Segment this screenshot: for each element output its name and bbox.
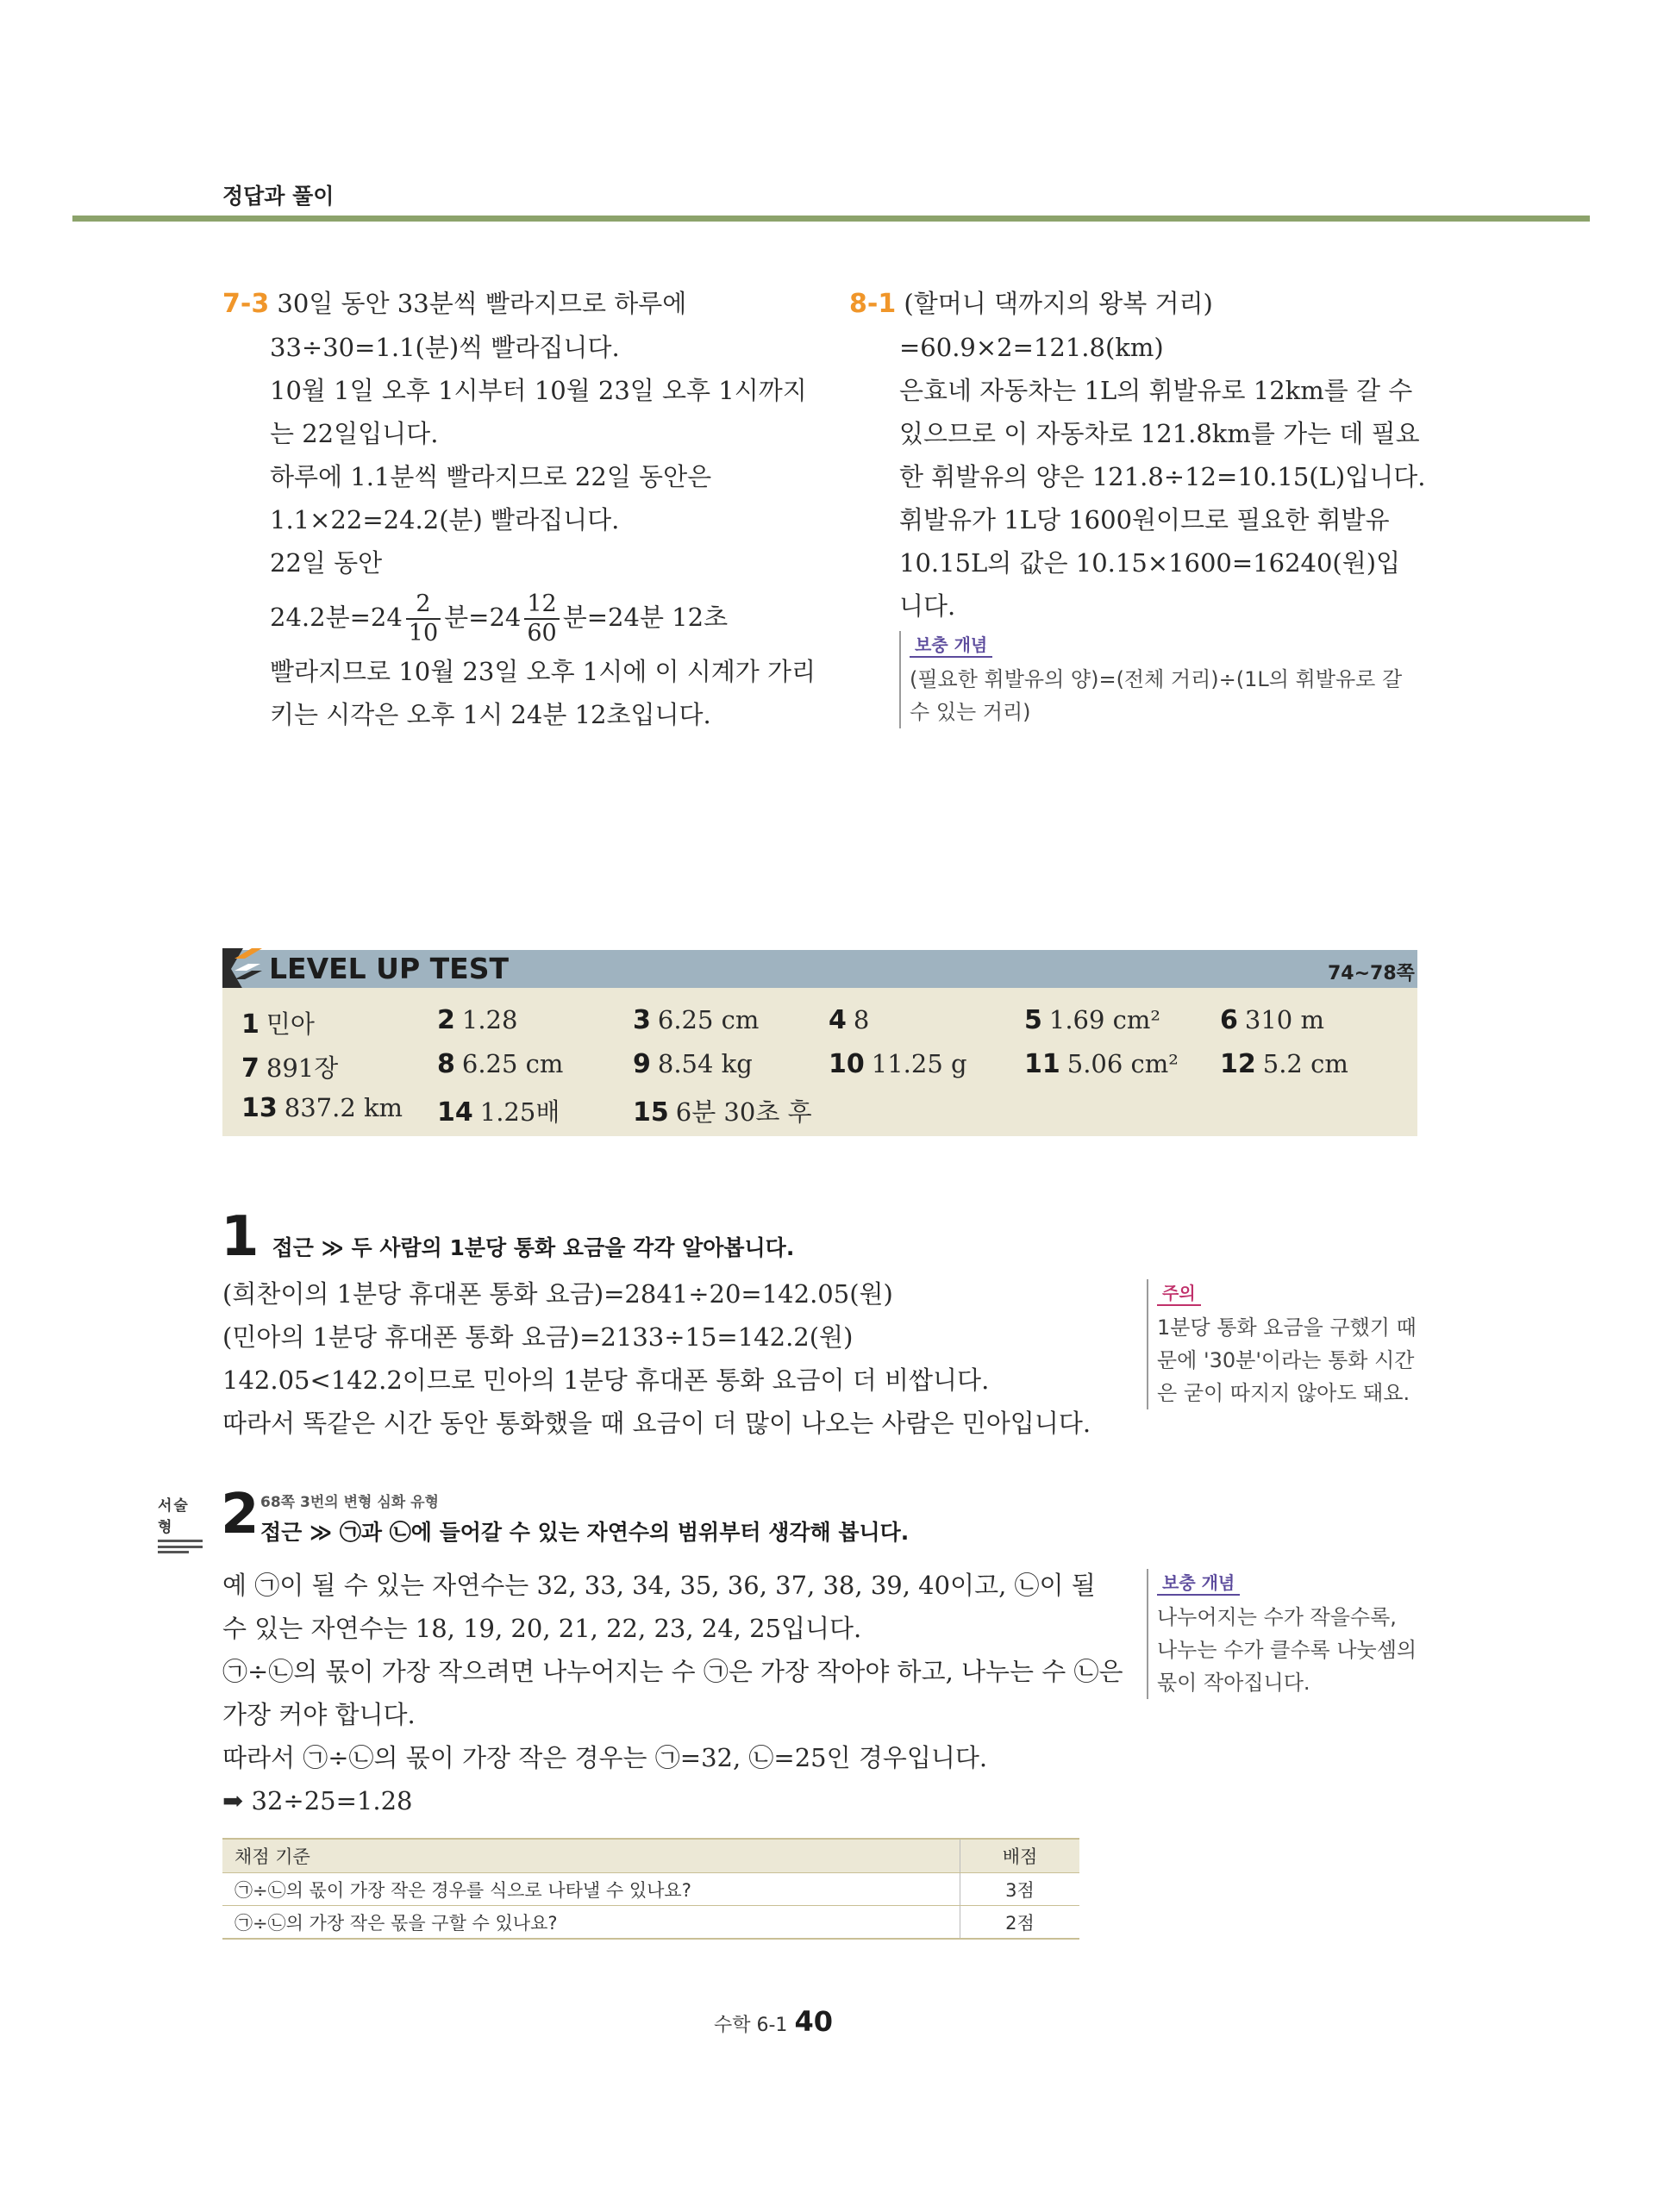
table-cell: ㉠÷㉡의 가장 작은 몫을 구할 수 있나요?	[222, 1906, 960, 1940]
solution-line: (희찬이의 1분당 휴대폰 통화 요금)=2841÷20=142.05(원)	[222, 1279, 893, 1309]
solution-line: 가장 커야 합니다.	[222, 1700, 416, 1729]
level-up-answers	[222, 988, 1417, 1136]
solution-line: 142.05<142.2이므로 민아의 1분당 휴대폰 통화 요금이 더 비쌉니다.	[222, 1365, 990, 1395]
solution-1-heading	[221, 1205, 794, 1269]
answer-value: 1.25배	[479, 1097, 560, 1127]
solution-line: 따라서 ㉠÷㉡의 몫이 가장 작은 경우는 ㉠=32, ㉡=25인 경우입니다.	[222, 1743, 988, 1772]
footer-subject: 수학 6-1	[714, 2015, 788, 2036]
descriptive-type-label	[158, 1493, 203, 1553]
problem-8-1	[849, 282, 1427, 728]
answer-number: 8	[437, 1049, 455, 1079]
problem-line: 22일 동안	[270, 548, 383, 578]
solution-line: (민아의 1분당 휴대폰 통화 요금)=2133÷15=142.2(원)	[222, 1322, 854, 1352]
problem-line: 빨라지므로 10월 23일 오후 1시에 이 시계가 가리	[270, 657, 816, 686]
solution-1-body	[222, 1272, 1091, 1445]
fraction-numerator: 12	[524, 590, 559, 620]
caution-note	[1147, 1279, 1442, 1409]
answer-value: 837.2 km	[284, 1093, 403, 1122]
answer-item	[241, 1093, 403, 1123]
type-label: 서술형	[158, 1497, 190, 1536]
page-number: 40	[794, 2005, 833, 2038]
answer-number: 13	[241, 1093, 278, 1123]
page-footer	[714, 2005, 833, 2038]
solution-line: 수 있는 자연수는 18, 19, 20, 21, 22, 23, 24, 25입니다.	[222, 1614, 862, 1643]
answer-number: 6	[1220, 1005, 1238, 1035]
answer-value: 8	[853, 1005, 870, 1034]
answer-item	[829, 1005, 869, 1035]
answer-item	[437, 1049, 563, 1079]
solution-line: ㉠÷㉡의 몫이 가장 작으려면 나누어지는 수 ㉠은 가장 작아야 하고, 나누는 수 ㉡은	[222, 1657, 1123, 1686]
answer-value: 891장	[266, 1053, 339, 1083]
problem-7-3	[222, 282, 816, 736]
problem-line: 33÷30=1.1(분)씩 빨라집니다.	[270, 333, 620, 362]
table-cell: 2점	[960, 1906, 1080, 1940]
fraction	[524, 590, 559, 647]
running-header-title: 정답과 풀이	[222, 184, 335, 209]
note-line: 1분당 통화 요금을 구했기 때	[1157, 1315, 1417, 1340]
problem-line: 하루에 1.1분씩 빨라지므로 22일 동안은	[270, 462, 712, 491]
answer-item	[1024, 1005, 1160, 1035]
note-tag: 주의	[1157, 1279, 1201, 1306]
problem-line: 은효네 자동차는 1L의 휘발유로 12km를 갈 수	[899, 376, 1413, 405]
answer-item	[241, 1049, 338, 1084]
note-line: 몫이 작아집니다.	[1157, 1671, 1310, 1695]
note-line: 나누는 수가 클수록 나눗셈의	[1157, 1638, 1417, 1662]
problem-number: 8-1	[849, 289, 897, 319]
fraction-denominator: 60	[527, 620, 557, 647]
answer-number: 7	[241, 1053, 260, 1084]
answer-number: 9	[633, 1049, 651, 1079]
answer-item	[633, 1049, 753, 1079]
supplement-note	[899, 631, 1427, 728]
answer-number: 12	[1220, 1049, 1256, 1079]
problem-line: 한 휘발유의 양은 121.8÷12=10.15(L)입니다.	[899, 462, 1426, 491]
answer-number: 15	[633, 1097, 669, 1128]
problem-line: 는 22일입니다.	[270, 419, 439, 448]
answer-number: 1	[241, 1009, 260, 1040]
level-up-title: LEVEL UP TEST	[269, 952, 509, 985]
fraction-numerator: 2	[406, 590, 441, 620]
answer-item	[241, 1005, 315, 1040]
level-up-arrow-icon	[222, 945, 264, 991]
problem-line: 1.1×22=24.2(분) 빨라집니다.	[270, 505, 620, 534]
answer-item	[437, 1093, 560, 1128]
answer-value: 8.54 kg	[657, 1049, 753, 1078]
problem-line: (할머니 댁까지의 왕복 거리)	[904, 289, 1213, 318]
fraction	[406, 590, 441, 647]
answer-value: 11.25 g	[871, 1049, 967, 1078]
answer-value: 민아	[266, 1009, 315, 1039]
lines-icon-bar	[158, 1551, 189, 1553]
level-up-page-range: 74~78쪽	[1328, 963, 1415, 984]
answer-item	[437, 1005, 517, 1035]
equation-part: 분=24분 12초	[562, 603, 729, 632]
problem-line: =60.9×2=121.8(km)	[899, 333, 1164, 362]
answer-number: 11	[1024, 1049, 1060, 1079]
answer-item	[633, 1093, 812, 1128]
problem-number: 7-3	[222, 289, 270, 319]
table-header: 채점 기준	[222, 1839, 960, 1873]
problem-line: 니다.	[899, 591, 956, 621]
problem-line: 30일 동안 33분씩 빨라지므로 하루에	[277, 289, 687, 318]
table-cell: 3점	[960, 1873, 1080, 1906]
problem-line: 10월 1일 오후 1시부터 10월 23일 오후 1시까지	[270, 376, 807, 405]
solution-line: 따라서 똑같은 시간 동안 통화했을 때 요금이 더 많이 나오는 사람은 민아입니다.	[222, 1409, 1091, 1438]
problem-line: 키는 시각은 오후 1시 24분 12초입니다.	[270, 700, 711, 729]
approach-text: 접근 ≫ 두 사람의 1분당 통화 요금을 각각 알아봅니다.	[272, 1235, 795, 1260]
answer-number: 4	[829, 1005, 847, 1035]
answer-number: 14	[437, 1097, 473, 1128]
problem-line: 있으므로 이 자동차로 121.8km를 가는 데 필요	[899, 419, 1420, 448]
answer-value: 310 m	[1244, 1005, 1324, 1034]
approach-text: 접근 ≫ ㉠과 ㉡에 들어갈 수 있는 자연수의 범위부터 생각해 봅니다.	[260, 1520, 910, 1545]
note-line: 나누어지는 수가 작을수록,	[1157, 1605, 1397, 1629]
answer-item	[1220, 1049, 1348, 1079]
note-line: 은 굳이 따지지 않아도 돼요.	[1157, 1381, 1410, 1405]
note-line: (필요한 휘발유의 양)=(전체 거리)÷(1L의 휘발유로 갈	[910, 667, 1403, 691]
problem-line: 휘발유가 1L당 1600원이므로 필요한 휘발유	[899, 505, 1390, 534]
note-tag: 보충 개념	[1157, 1569, 1240, 1596]
solution-2-heading	[221, 1483, 260, 1547]
answer-value: 6.25 cm	[657, 1005, 760, 1034]
solution-line: 예 ㉠이 될 수 있는 자연수는 32, 33, 34, 35, 36, 37, 38, 39, 40이고, ㉡이 될	[222, 1571, 1096, 1600]
table-header-row	[222, 1839, 1079, 1873]
problem-line: 10.15L의 값은 10.15×1600=16240(원)입	[899, 548, 1401, 578]
supplement-note	[1147, 1569, 1442, 1699]
table-header: 배점	[960, 1839, 1080, 1873]
answer-value: 5.06 cm²	[1066, 1049, 1179, 1078]
table-row	[222, 1873, 1079, 1906]
equation-part: 분=24	[444, 603, 522, 632]
answer-number: 5	[1024, 1005, 1042, 1035]
variant-subtitle: 68쪽 3번의 변형 심화 유형	[260, 1494, 439, 1511]
answer-number: 10	[829, 1049, 865, 1079]
solution-number: 2	[221, 1483, 260, 1547]
note-line: 수 있는 거리)	[910, 700, 1031, 724]
answer-value: 6분 30초 후	[675, 1097, 812, 1127]
answer-value: 6.25 cm	[461, 1049, 564, 1078]
answer-item	[1024, 1049, 1179, 1079]
solution-number: 1	[221, 1205, 260, 1269]
answer-value: 1.69 cm²	[1048, 1005, 1161, 1034]
lines-icon	[158, 1540, 203, 1548]
table-row	[222, 1906, 1079, 1940]
fraction-equation	[270, 584, 816, 650]
solution-line: ➡ 32÷25=1.28	[222, 1786, 413, 1815]
answer-value: 5.2 cm	[1262, 1049, 1348, 1078]
answer-item	[829, 1049, 967, 1079]
answer-number: 3	[633, 1005, 651, 1035]
header-rule	[72, 216, 1590, 222]
equation-part: 24.2분=24	[270, 603, 403, 632]
table-cell: ㉠÷㉡의 몫이 가장 작은 경우를 식으로 나타낼 수 있나요?	[222, 1873, 960, 1906]
grading-table	[222, 1838, 1079, 1940]
answer-number: 2	[437, 1005, 455, 1035]
note-line: 문에 '30분'이라는 통화 시간	[1157, 1348, 1415, 1372]
answer-item	[633, 1005, 759, 1035]
solution-2-body	[222, 1564, 1123, 1822]
fraction-denominator: 10	[408, 620, 439, 647]
answer-item	[1220, 1005, 1324, 1035]
answer-value: 1.28	[461, 1005, 518, 1034]
note-tag: 보충 개념	[910, 631, 992, 658]
